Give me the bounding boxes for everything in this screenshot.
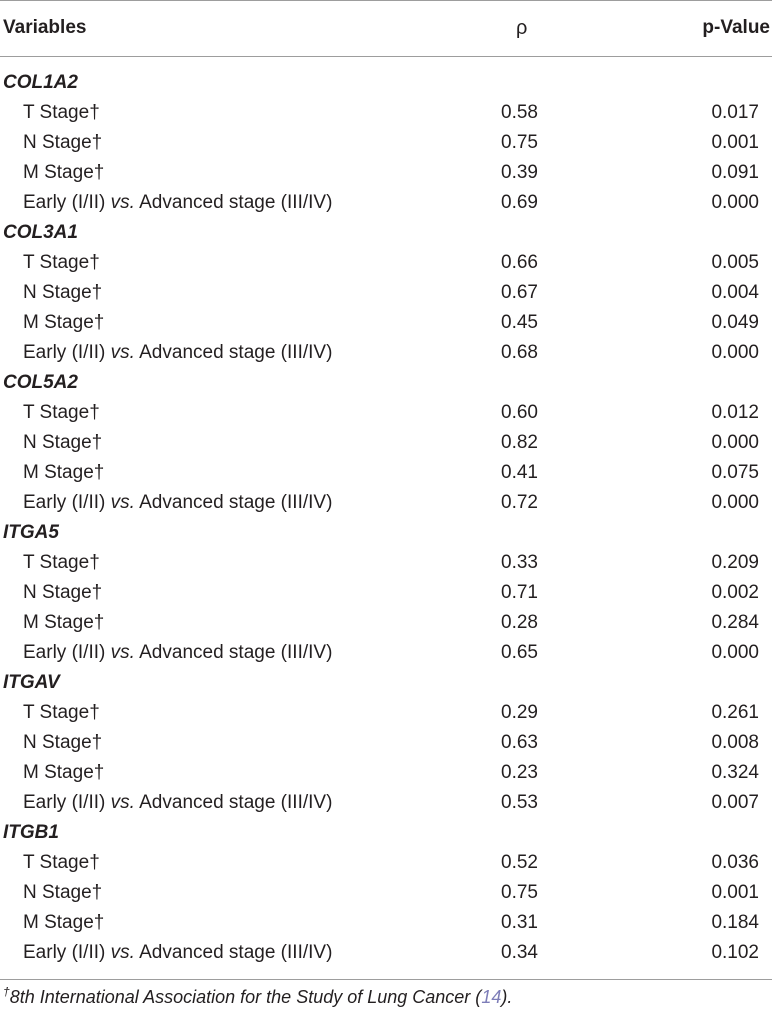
pvalue-cell: 0.000 [711,192,759,213]
pvalue-cell: 0.004 [711,282,759,303]
variable-cell: M Stage† [23,312,105,333]
rho-cell: 0.60 [501,402,538,423]
pvalue-cell: 0.000 [711,432,759,453]
footnote-text: 8th International Association for the Study of Lung Cancer ( [9,987,482,1007]
rho-cell: 0.75 [501,882,538,903]
table-row [0,878,772,908]
variable-cell [23,642,332,664]
gene-label: ITGAV [3,672,60,693]
variable-text: Advanced stage (III/IV) [134,192,333,213]
pvalue-cell: 0.075 [711,462,759,483]
rho-cell: 0.66 [501,252,538,273]
variable-cell [23,492,332,514]
gene-label: COL5A2 [3,372,78,393]
table-row [0,728,772,758]
pvalue-cell: 0.284 [711,612,759,633]
pvalue-cell: 0.036 [711,852,759,873]
footnote-mark: † [3,985,10,999]
table-row [0,158,772,188]
table-row [0,548,772,578]
rho-cell: 0.31 [501,912,538,933]
rho-cell: 0.71 [501,582,538,603]
gene-label: COL3A1 [3,222,78,243]
variable-text: Advanced stage (III/IV) [134,942,333,963]
gene-label: ITGB1 [3,822,59,843]
rho-cell: 0.33 [501,552,538,573]
rho-cell: 0.52 [501,852,538,873]
table-body [0,68,772,968]
table-row [0,278,772,308]
rho-cell: 0.65 [501,642,538,663]
variable-cell: M Stage† [23,912,105,933]
pvalue-cell: 0.002 [711,582,759,603]
table-row [0,128,772,158]
table-row [0,488,772,518]
variable-text: Early (I/II) [23,492,111,513]
rho-cell: 0.29 [501,702,538,723]
variable-vs: vs. [110,642,135,663]
rho-cell: 0.39 [501,162,538,183]
rho-cell: 0.23 [501,762,538,783]
header-rule [0,56,772,57]
bottom-rule [0,979,772,980]
footnote-reference-link[interactable]: 14 [481,987,502,1007]
variable-text: Advanced stage (III/IV) [134,642,333,663]
group-row [0,818,772,848]
variable-text: Early (I/II) [23,942,111,963]
variable-vs: vs. [110,942,135,963]
gene-label: ITGA5 [3,522,59,543]
table-row [0,458,772,488]
footnote [3,986,512,1008]
rho-cell: 0.68 [501,342,538,363]
group-row [0,218,772,248]
group-row [0,668,772,698]
variable-cell: N Stage† [23,732,103,753]
pvalue-cell: 0.049 [711,312,759,333]
variable-text: Advanced stage (III/IV) [134,792,333,813]
variable-text: Advanced stage (III/IV) [134,342,333,363]
variable-cell [23,792,332,814]
variable-vs: vs. [110,792,135,813]
rho-cell: 0.58 [501,102,538,123]
header-rho: ρ [516,17,528,39]
pvalue-cell: 0.000 [711,492,759,513]
pvalue-cell: 0.000 [711,642,759,663]
table-row [0,788,772,818]
variable-vs: vs. [110,492,135,513]
rho-cell: 0.45 [501,312,538,333]
pvalue-cell: 0.102 [711,942,759,963]
table-row [0,638,772,668]
table-row [0,248,772,278]
table-row [0,908,772,938]
table-row [0,578,772,608]
pvalue-cell: 0.001 [711,132,759,153]
footnote-end: ). [501,987,513,1007]
rho-cell: 0.75 [501,132,538,153]
pvalue-cell: 0.261 [711,702,759,723]
table-row [0,938,772,968]
header-pvalue: p-Value [702,17,770,38]
variable-cell: T Stage† [23,102,100,123]
rho-cell: 0.82 [501,432,538,453]
variable-cell: N Stage† [23,882,103,903]
table-row [0,188,772,218]
header-variables: Variables [3,17,87,38]
variable-cell [23,942,332,964]
variable-cell: T Stage† [23,252,100,273]
pvalue-cell: 0.008 [711,732,759,753]
group-row [0,368,772,398]
pvalue-cell: 0.001 [711,882,759,903]
variable-cell: M Stage† [23,462,105,483]
variable-cell: M Stage† [23,762,105,783]
table-row [0,848,772,878]
variable-cell: T Stage† [23,402,100,423]
variable-cell: T Stage† [23,552,100,573]
variable-cell [23,342,332,364]
variable-cell [23,192,332,214]
variable-text: Early (I/II) [23,192,111,213]
pvalue-cell: 0.209 [711,552,759,573]
variable-cell: N Stage† [23,432,103,453]
variable-cell: M Stage† [23,612,105,633]
pvalue-cell: 0.091 [711,162,759,183]
rho-cell: 0.41 [501,462,538,483]
table-row [0,428,772,458]
pvalue-cell: 0.017 [711,102,759,123]
rho-cell: 0.28 [501,612,538,633]
variable-text: Early (I/II) [23,792,111,813]
variable-vs: vs. [110,192,135,213]
table-row [0,698,772,728]
rho-cell: 0.72 [501,492,538,513]
group-row [0,68,772,98]
variable-cell: T Stage† [23,852,100,873]
variable-text: Advanced stage (III/IV) [134,492,333,513]
pvalue-cell: 0.005 [711,252,759,273]
rho-cell: 0.34 [501,942,538,963]
rho-cell: 0.67 [501,282,538,303]
rho-cell: 0.69 [501,192,538,213]
pvalue-cell: 0.324 [711,762,759,783]
variable-cell: M Stage† [23,162,105,183]
variable-text: Early (I/II) [23,342,111,363]
table-header [0,0,772,56]
pvalue-cell: 0.000 [711,342,759,363]
variable-cell: N Stage† [23,582,103,603]
table-row [0,308,772,338]
pvalue-cell: 0.184 [711,912,759,933]
variable-cell: T Stage† [23,702,100,723]
rho-cell: 0.53 [501,792,538,813]
variable-cell: N Stage† [23,132,103,153]
table-row [0,608,772,638]
table-row [0,338,772,368]
variable-text: Early (I/II) [23,642,111,663]
pvalue-cell: 0.007 [711,792,759,813]
table-row [0,398,772,428]
rho-cell: 0.63 [501,732,538,753]
table-row [0,758,772,788]
gene-label: COL1A2 [3,72,78,93]
table-row [0,98,772,128]
variable-cell: N Stage† [23,282,103,303]
variable-vs: vs. [110,342,135,363]
group-row [0,518,772,548]
pvalue-cell: 0.012 [711,402,759,423]
